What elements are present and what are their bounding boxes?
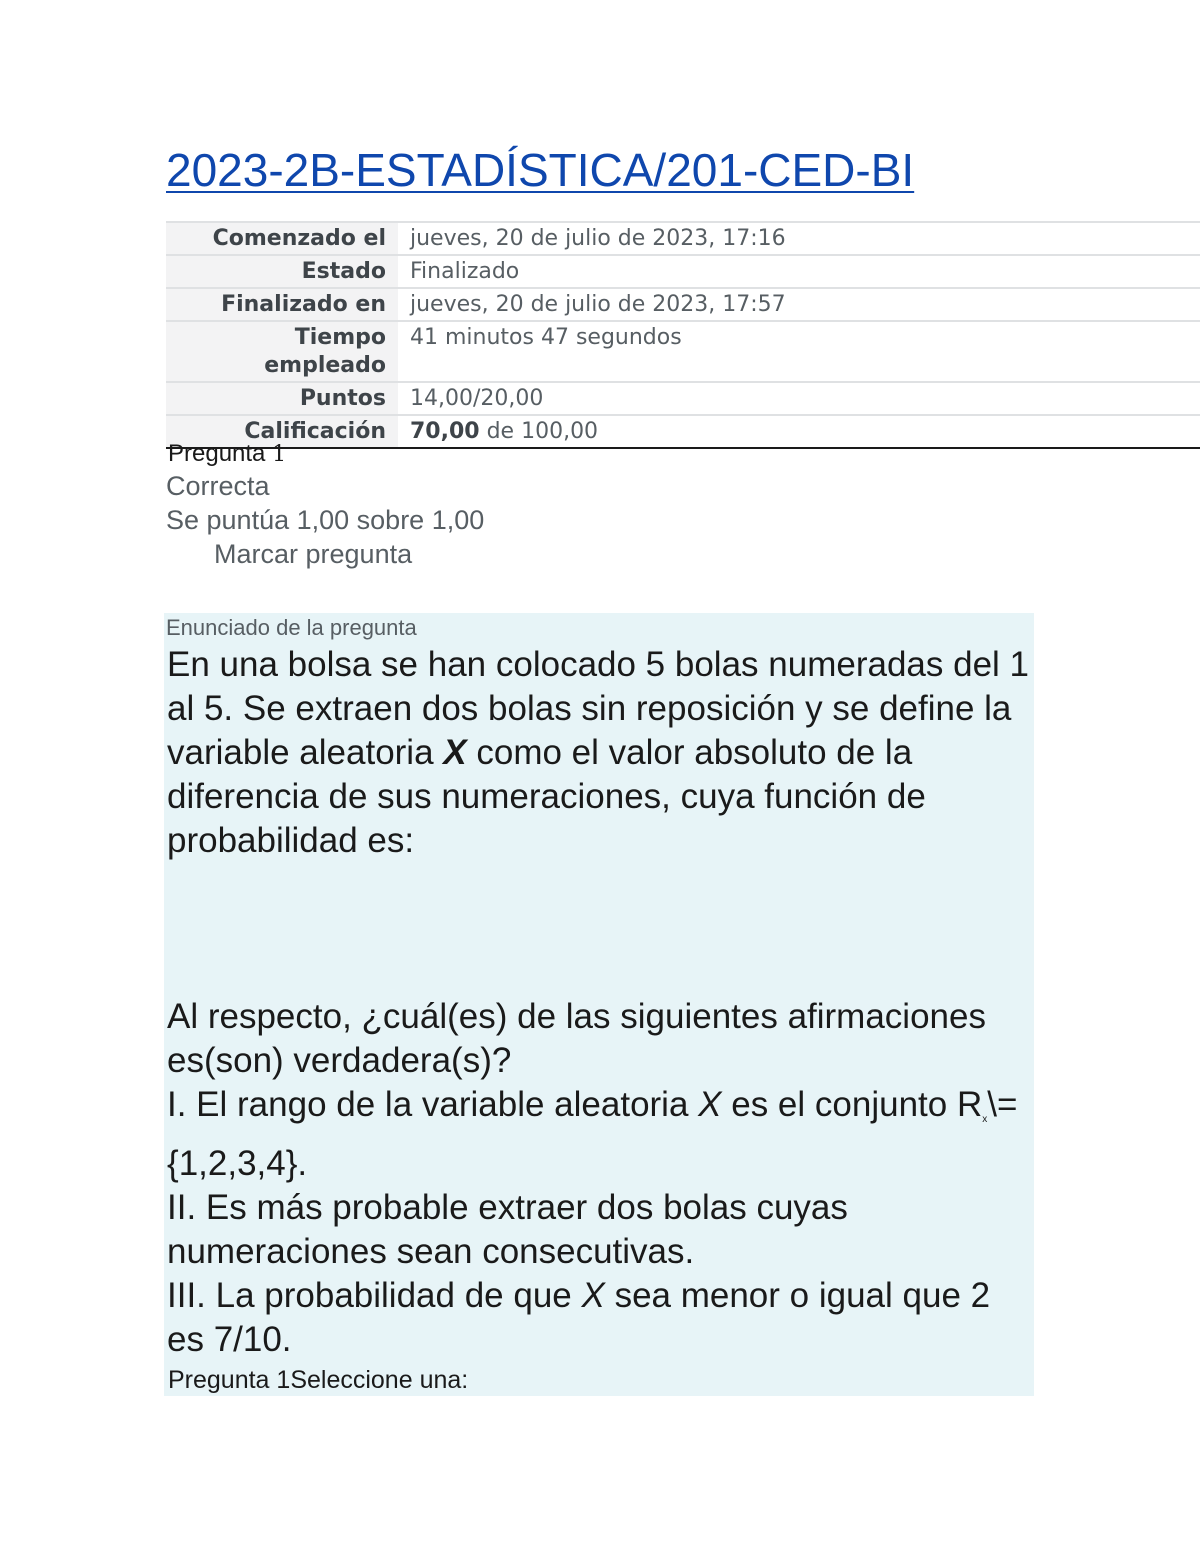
summary-row-finished: [166, 288, 1200, 321]
summary-value: 41 minutos 47 segundos: [398, 321, 1200, 382]
summary-label: Estado: [166, 255, 398, 288]
question-grade: Se puntúa 1,00 sobre 1,00: [166, 505, 485, 535]
statement-2: II. Es más probable extraer dos bolas cuyas numeraciones sean consecutivas.: [167, 1188, 848, 1271]
question-state: Correcta: [166, 471, 270, 501]
grade-value: 70,00: [410, 419, 480, 444]
summary-row-marks: [166, 382, 1200, 415]
statement-1: [167, 1083, 1033, 1186]
flag-question-link[interactable]: Marcar pregunta: [214, 539, 413, 569]
question-number: [168, 440, 286, 468]
question-text: [167, 643, 1033, 1362]
text-segment: III. La probabilidad de que: [167, 1276, 582, 1315]
summary-value: jueves, 20 de julio de 2023, 17:16: [398, 222, 1200, 255]
text-segment: es el conjunto R: [721, 1085, 983, 1124]
answer-prompt: Pregunta 1Seleccione una:: [168, 1366, 469, 1394]
probability-function-image-placeholder: [167, 863, 1033, 995]
text-segment: \={1,2,3,4}.: [167, 1085, 1018, 1183]
course-title-link[interactable]: 2023-2B-ESTADÍSTICA/201-CED-BI: [166, 144, 915, 196]
question-paragraph: [167, 643, 1033, 863]
summary-row-grade: [166, 415, 1200, 448]
summary-row-started: [166, 222, 1200, 255]
summary-value: [398, 415, 1200, 448]
summary-label: Comenzado el: [166, 222, 398, 255]
question-number-value: 1: [272, 442, 287, 467]
summary-label: Calificación: [166, 415, 398, 448]
summary-value: jueves, 20 de julio de 2023, 17:57: [398, 288, 1200, 321]
question-heading: Enunciado de la pregunta: [166, 615, 417, 640]
question-content-box: [164, 613, 1034, 1396]
text-segment: como el valor absoluto de la diferencia de sus numeraciones, cuya función de probabilidad es:: [167, 733, 926, 860]
variable-x: X: [443, 733, 467, 772]
summary-row-time-taken: [166, 321, 1200, 382]
grade-max: de 100,00: [479, 419, 599, 444]
variable-x: X: [698, 1085, 722, 1124]
text-segment: I. El rango de la variable aleatoria: [167, 1085, 699, 1124]
question-paragraph: Al respecto, ¿cuál(es) de las siguientes afirmaciones es(son) verdadera(s)?: [167, 997, 986, 1080]
summary-value: Finalizado: [398, 255, 1200, 288]
attempt-summary-table: [166, 221, 1200, 449]
summary-value: 14,00/20,00: [398, 382, 1200, 415]
summary-row-state: [166, 255, 1200, 288]
subscript-x: x: [982, 1114, 988, 1125]
summary-label: Tiempo empleado: [166, 321, 398, 382]
summary-label: Finalizado en: [166, 288, 398, 321]
text-segment: En una bolsa se han colocado 5 bolas numeradas del 1 al 5. Se extraen dos bolas sin reposición y se define la variable aleatoria: [167, 645, 1029, 772]
question-label: Pregunta: [168, 440, 273, 467]
variable-x: X: [581, 1276, 605, 1315]
summary-label: Puntos: [166, 382, 398, 415]
statement-3: [167, 1274, 1033, 1362]
text-segment: sea menor o igual que 2 es 7/10.: [167, 1276, 991, 1359]
